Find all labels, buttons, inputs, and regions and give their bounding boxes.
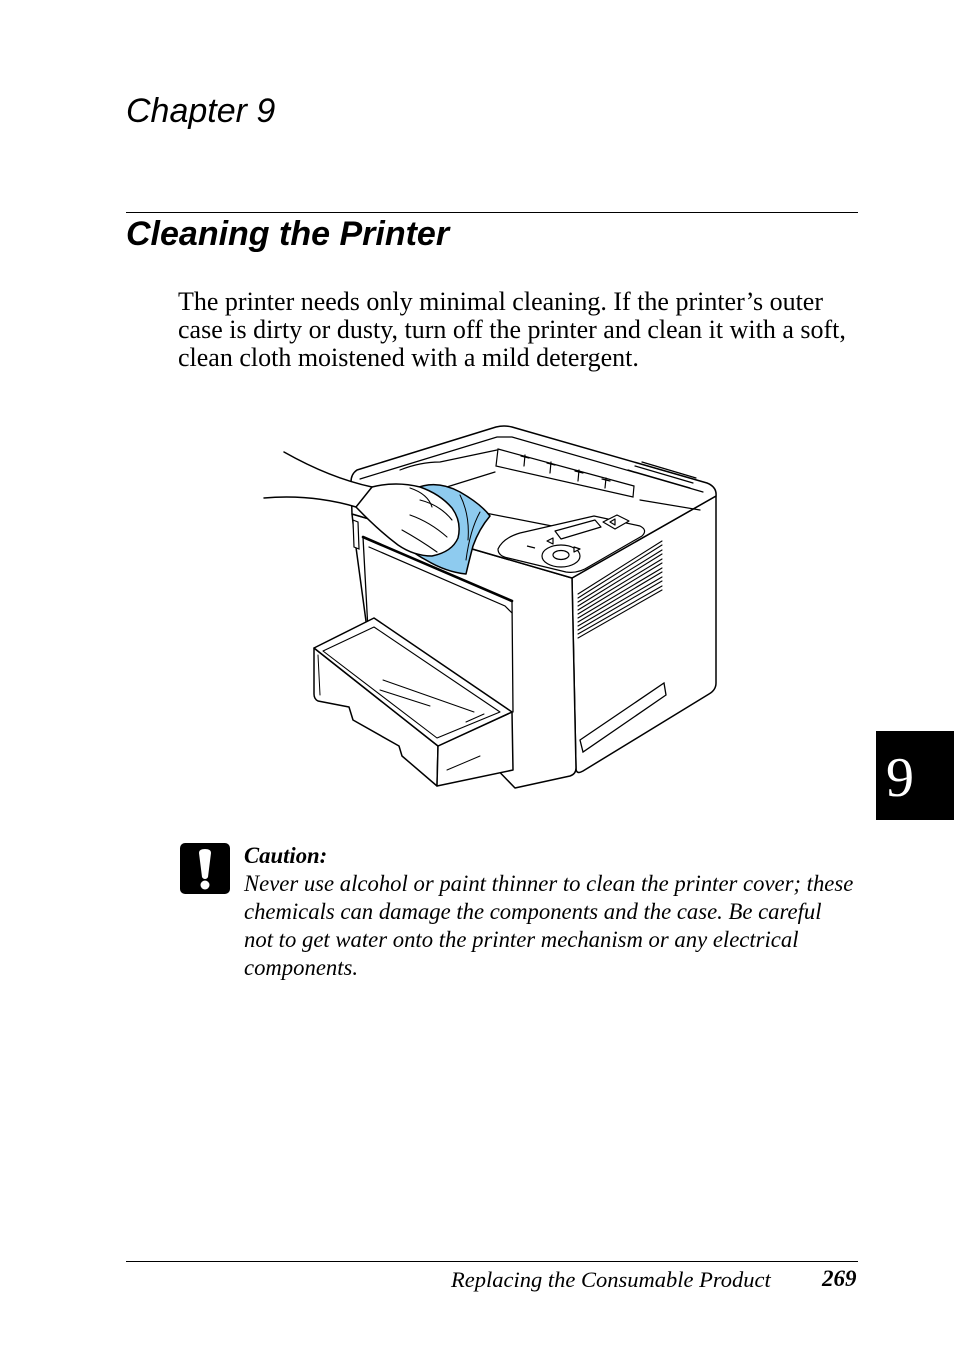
body-paragraph [178,288,846,372]
section-title: Cleaning the Printer [126,215,450,253]
body-line: clean cloth moistened with a mild detergent. [178,343,639,372]
page-number: 269 [822,1266,857,1291]
chapter-tab [876,731,954,820]
caution-line: Never use alcohol or paint thinner to clean the printer cover; these [244,871,854,896]
caution-line: chemicals can damage the components and the case. Be careful [244,899,822,924]
footer-section-title: Replacing the Consumable Product [451,1267,771,1292]
caution-text [244,870,853,982]
caution-line: not to get water onto the printer mechanism or any electrical [244,927,799,952]
title-rule [126,212,858,213]
caution-title: Caution: [244,843,328,868]
exclamation-icon [180,843,230,894]
body-line: The printer needs only minimal cleaning. If the printer’s outer [178,287,823,316]
printer-cleaning-illustration [250,415,730,795]
chapter-label: Chapter 9 [126,92,276,130]
chapter-tab-number: 9 [886,747,914,809]
body-line: case is dirty or dusty, turn off the printer and clean it with a soft, [178,315,846,344]
footer-rule [126,1261,858,1262]
caution-line: components. [244,955,359,980]
